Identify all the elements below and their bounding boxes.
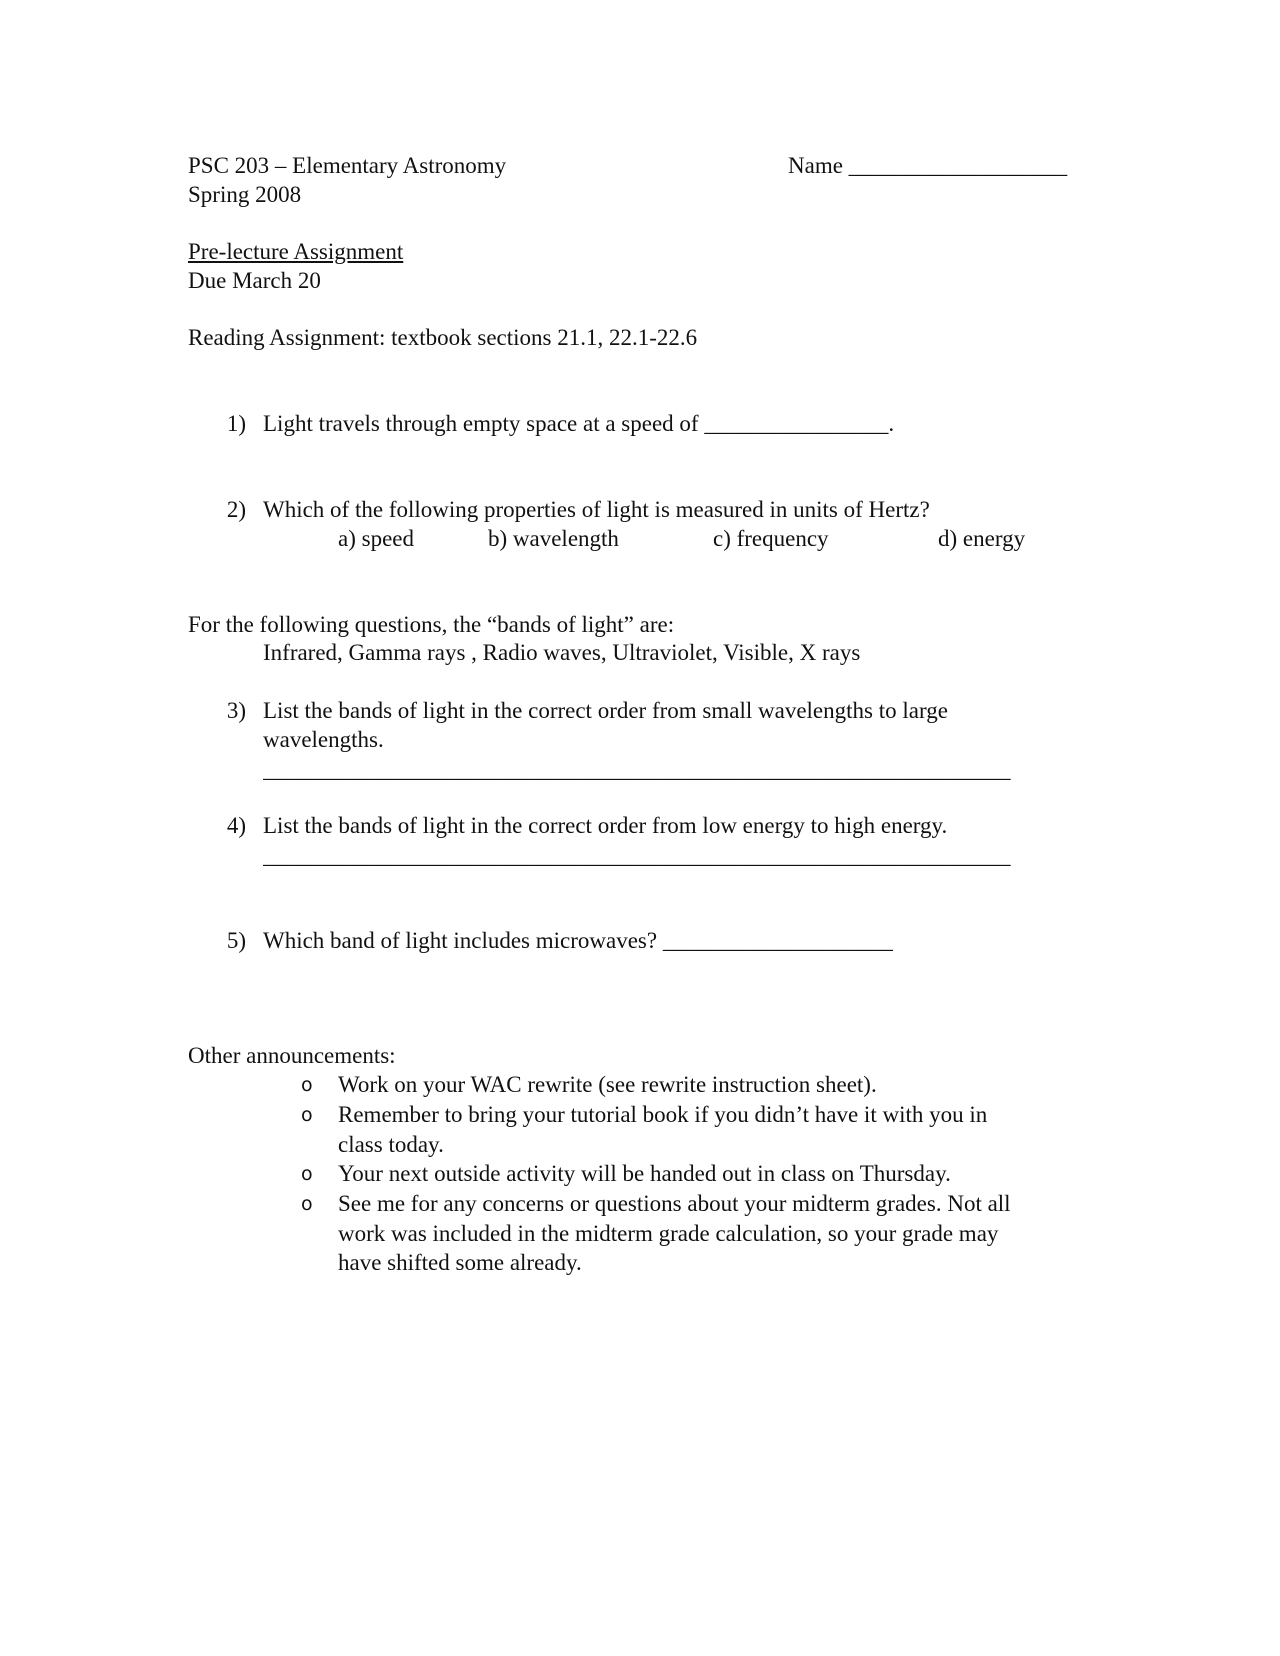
announcement-2-line-1: Remember to bring your tutorial book if you didn’t have it with you in: [338, 1102, 988, 1127]
bullet-icon: o: [301, 1074, 313, 1096]
announcements-heading: Other announcements:: [188, 1043, 396, 1068]
announcement-1-line-1: Work on your WAC rewrite (see rewrite instruction sheet).: [338, 1072, 877, 1097]
question-1-number: 1): [226, 411, 246, 436]
bands-list: Infrared, Gamma rays , Radio waves, Ultraviolet, Visible, X rays: [263, 640, 861, 665]
question-2-option-d: d) energy: [938, 526, 1026, 551]
question-2-option-a: a) speed: [338, 526, 414, 551]
bullet-icon: o: [301, 1163, 313, 1185]
bullet-icon: o: [301, 1193, 313, 1215]
course-title: PSC 203 – Elementary Astronomy: [188, 153, 507, 178]
question-2-text: Which of the following properties of light is measured in units of Hertz?: [263, 497, 930, 522]
question-2-option-c: c) frequency: [713, 526, 829, 551]
question-5-text: Which band of light includes microwaves? ____________________: [263, 928, 893, 953]
question-2-number: 2): [226, 497, 246, 522]
question-2-option-b: b) wavelength: [488, 526, 619, 551]
question-4-answer-line: _________________________________________________________________: [263, 843, 1011, 868]
reading-assignment: Reading Assignment: textbook sections 21.1, 22.1-22.6: [188, 325, 698, 350]
bands-intro: For the following questions, the “bands of light” are:: [188, 612, 675, 637]
question-4-text: List the bands of light in the correct order from low energy to high energy.: [263, 813, 948, 838]
due-date: Due March 20: [188, 268, 321, 293]
announcement-4-line-1: See me for any concerns or questions about your midterm grades. Not all: [338, 1191, 1011, 1216]
question-1-text: Light travels through empty space at a speed of ________________.: [263, 411, 895, 436]
question-5-number: 5): [226, 928, 246, 953]
announcement-4-line-2: work was included in the midterm grade calculation, so your grade may: [338, 1221, 999, 1246]
bullet-icon: o: [301, 1104, 313, 1126]
question-4-number: 4): [226, 813, 246, 838]
question-3-text-line-2: wavelengths.: [263, 727, 384, 752]
name-field: Name ___________________: [788, 153, 1068, 178]
announcement-2-line-2: class today.: [338, 1132, 444, 1157]
term-label: Spring 2008: [188, 182, 302, 207]
question-3-text-line-1: List the bands of light in the correct order from small wavelengths to large: [263, 698, 948, 723]
announcement-4-line-3: have shifted some already.: [338, 1250, 582, 1275]
question-3-number: 3): [226, 698, 246, 723]
question-3-answer-line: _________________________________________________________________: [263, 757, 1011, 782]
assignment-title: Pre-lecture Assignment: [188, 239, 404, 264]
announcement-3-line-1: Your next outside activity will be handed out in class on Thursday.: [338, 1161, 951, 1186]
